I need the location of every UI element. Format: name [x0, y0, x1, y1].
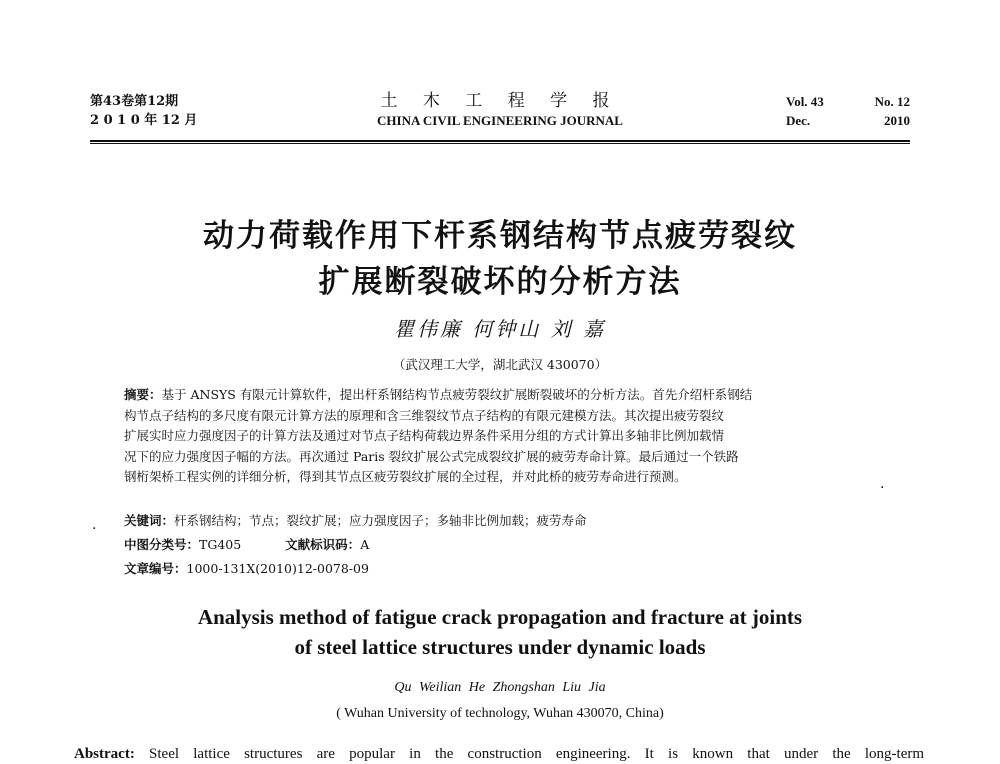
classification — [124, 535, 884, 555]
abstract-cn-label: 摘要： — [124, 387, 162, 402]
clc-label: 中图分类号： — [124, 537, 200, 552]
title-cn-line1: 动力荷载作用下杆系钢结构节点疲劳裂纹 — [203, 218, 797, 254]
abstract-cn-line: 钢桁架桥工程实例的详细分析，得到其节点区疲劳裂纹扩展的全过程，并对此桥的疲劳寿命进行预测。 — [124, 469, 687, 484]
authors-en: Qu Weilian He Zhongshan Liu Jia — [394, 680, 606, 695]
article-number — [124, 559, 884, 579]
doc-code-label: 文献标识码： — [285, 537, 361, 552]
issue-volume: 第43卷第12期 — [90, 94, 179, 109]
stray-dot: . — [880, 476, 885, 492]
stray-dot: . — [92, 517, 97, 533]
abstract-cn-line: 扩展实时应力强度因子的计算方法及通过对节点子结构荷载边界条件采用分组的方式计算出多轴非比例加载情 — [124, 428, 725, 443]
number-label: No. 12 — [874, 94, 910, 109]
abstract-cn-line: 摘要：基于 ANSYS 有限元计算软件，提出杆系钢结构节点疲劳裂纹扩展断裂破坏的分析方法。首先介绍杆系钢结 — [124, 387, 753, 402]
affiliation-en: ( Wuhan University of technology, Wuhan 430070, China) — [336, 706, 664, 721]
title-cn-line2: 扩展断裂破坏的分析方法 — [318, 264, 682, 300]
article-number-value: 1000-131X(2010)12-0078-09 — [186, 561, 369, 576]
header-rule-thick — [90, 140, 910, 142]
abstract-cn-line: 构节点子结构的多尺度有限元计算方法的原理和含三维裂纹节点子结构的有限元建模方法。其次提出疲劳裂纹 — [124, 407, 725, 423]
abstract-en — [74, 744, 924, 764]
authors-cn: 瞿伟廉 何钟山 刘 嘉 — [393, 317, 607, 341]
title-en-line1: Analysis method of fatigue crack propagation and fracture at joints — [197, 605, 803, 629]
abstract-en-text: Steel lattice structures are popular in the construction engineering. It is known that under the long-term — [149, 746, 925, 762]
keywords-text: 杆系钢结构；节点；裂纹扩展；应力强度因子；多轴非比例加载；疲劳寿命 — [174, 513, 587, 528]
paper-title-en — [0, 602, 1000, 662]
journal-header — [90, 92, 910, 138]
abstract-cn-line: 况下的应力强度因子幅的方法。再次通过 Paris 裂纹扩展公式完成裂纹扩展的疲劳寿命计算。最后通过一个铁路 — [124, 448, 739, 464]
abstract-cn — [124, 385, 884, 488]
title-en-line2: of steel lattice structures under dynamic loads — [294, 635, 706, 659]
keywords — [124, 511, 884, 531]
volume-label: Vol. 43 — [786, 94, 824, 109]
article-number-label: 文章编号： — [124, 561, 187, 576]
paper-title-cn — [0, 213, 1000, 305]
volume-info — [786, 92, 910, 130]
journal-name-cn: 土 木 工 程 学 报 — [380, 91, 620, 111]
doc-code-value: A — [360, 537, 370, 552]
year-label: 2010 — [884, 113, 910, 128]
clc-value: TG405 — [199, 537, 242, 552]
month-label: Dec. — [786, 113, 811, 128]
abstract-en-label: Abstract: — [74, 746, 135, 762]
journal-name-en: CHINA CIVIL ENGINEERING JOURNAL — [377, 113, 623, 128]
header-rule-thin — [90, 143, 910, 144]
affiliation-cn: （武汉理工大学，湖北武汉 430070） — [392, 357, 608, 372]
issue-date: 2 0 1 0 年 12 月 — [90, 113, 198, 128]
keywords-label: 关键词： — [124, 513, 175, 528]
